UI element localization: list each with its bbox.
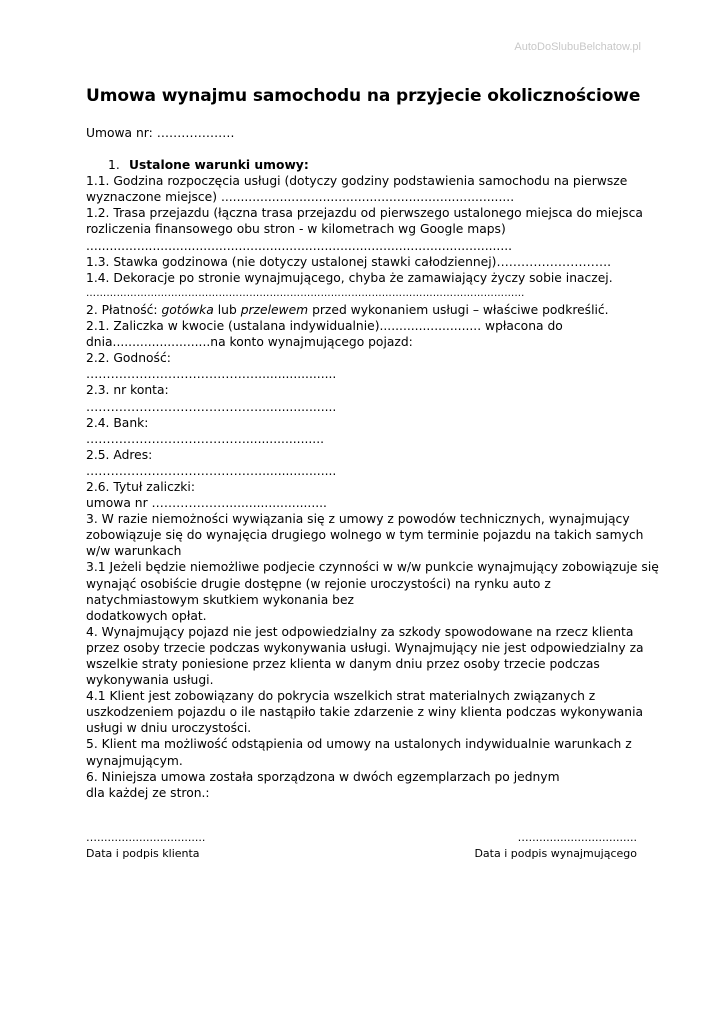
- client-signature-label: Data i podpis klienta: [86, 847, 200, 860]
- text-line: 2.6. Tytuł zaliczki:: [86, 479, 195, 494]
- text-line: wykonywania usługi.: [86, 673, 214, 688]
- dotted-line: .............................................................................................................: [86, 238, 513, 253]
- text-line: 2.5. Adres:: [86, 447, 153, 462]
- text-line: wynająć osobiście drugie dostępne (w rejonie uroczystości) na rynku auto z: [86, 576, 551, 591]
- text-line: 5. Klient ma możliwość odstąpienia od umowy na ustalonych indywidualnie warunkach z: [86, 737, 632, 752]
- text-line: wyznaczone miejsce) ...........................................................................: [86, 190, 515, 205]
- document-title: Umowa wynajmu samochodu na przyjecie okolicznościowe: [86, 86, 641, 106]
- payment-suffix: przed wykonaniem usługi – właściwe podkreślić.: [308, 302, 609, 317]
- text-line: w/w warunkach: [86, 544, 182, 559]
- payment-cash: gotówka: [161, 302, 214, 317]
- dotted-line: ……………………………………....................: [86, 399, 337, 414]
- section-heading-text: Ustalone warunki umowy:: [129, 158, 309, 173]
- section-heading: [86, 157, 646, 173]
- owner-signature-label: Data i podpis wynajmującego: [474, 847, 637, 860]
- text-line: dla każdej ze stron.:: [86, 785, 210, 800]
- dotted-line: ……………………………………....................: [86, 463, 337, 478]
- text-line: 2.3. nr konta:: [86, 383, 169, 398]
- text-line: 6. Niniejsza umowa została sporządzona w dwóch egzemplarzach po jednym: [86, 769, 560, 784]
- text-line: 1.3. Stawka godzinowa (nie dotyczy ustalonej stawki całodziennej)……………………….: [86, 254, 612, 269]
- section-number: 1.: [108, 158, 120, 173]
- text-line: umowa nr ………………..........................: [86, 496, 327, 511]
- client-signature-block: [86, 830, 205, 862]
- text-line: 2.2. Godność:: [86, 351, 171, 366]
- text-line: wynajmującym.: [86, 753, 183, 768]
- client-signature-dots: …...............................: [86, 831, 206, 844]
- payment-transfer: przelewem: [240, 302, 309, 317]
- text-line: 4.1 Klient jest zobowiązany do pokrycia wszelkich strat materialnych związanych z: [86, 689, 596, 704]
- dotted-line: …………………………………....................: [86, 431, 325, 446]
- text-line: 2.4. Bank:: [86, 415, 149, 430]
- text-line: 1.2. Trasa przejazdu (łączna trasa przejazdu od pierwszego ustalonego miejsca do miejsca: [86, 206, 643, 221]
- text-line: 3.1 Jeżeli będzie niemożliwe podjecie czynności w w/w punkcie wynajmujący zobowiązuje się: [86, 560, 659, 575]
- payment-prefix: 2. Płatność:: [86, 302, 162, 317]
- text-line: usługi w dniu uroczystości.: [86, 721, 252, 736]
- text-line: 2.1. Zaliczka w kwocie (ustalana indywidualnie).......................... wpłacona do: [86, 319, 563, 334]
- payment-or: lub: [213, 302, 241, 317]
- text-line: zobowiązuje się do wynajęcia drugiego wolnego w tym terminie pojazdu na takich samych: [86, 528, 644, 543]
- text-line: rozliczenia finansowego obu stron - w kilometrach wg Google maps): [86, 222, 506, 237]
- dotted-line: …………………………………………………………………………………………………………………: [86, 287, 525, 299]
- watermark: AutoDoSlubuBelchatow.pl: [514, 41, 641, 53]
- text-line: 3. W razie niemożności wywiązania się z umowy z powodów technicznych, wynajmujący: [86, 512, 630, 527]
- contract-number: Umowa nr: ……………….: [86, 126, 235, 140]
- text-line: wszelkie straty poniesione przez klienta w danym dniu przez osoby trzecie podczas: [86, 657, 600, 671]
- text-line: 4. Wynajmujący pojazd nie jest odpowiedzialny za szkody spowodowane na rzecz klienta: [86, 624, 634, 639]
- text-line: 1.4. Dekoracje po stronie wynajmującego, chyba że zamawiający życzy sobie inaczej.: [86, 270, 613, 285]
- text-line: natychmiastowym skutkiem wykonania bez: [86, 592, 354, 607]
- dotted-line: ……………………………………....................: [86, 367, 337, 382]
- owner-signature-block: [474, 830, 637, 862]
- text-line: uszkodzeniem pojazdu o ile nastąpiło takie zdarzenie z winy klienta podczas wykonywania: [86, 705, 644, 720]
- payment-line: [86, 302, 646, 318]
- text-line: przez osoby trzecie podczas wykonywania usługi. Wynajmujący nie jest odpowiedzialny za: [86, 640, 644, 655]
- document-body: [86, 125, 659, 801]
- owner-signature-dots: …...............................: [517, 831, 637, 844]
- text-line: 1.1. Godzina rozpoczęcia usługi (dotyczy godziny podstawienia samochodu na pierwsze: [86, 174, 628, 189]
- text-line: dnia.........................na konto wynajmującego pojazd:: [86, 335, 413, 350]
- text-line: dodatkowych opłat.: [86, 608, 207, 623]
